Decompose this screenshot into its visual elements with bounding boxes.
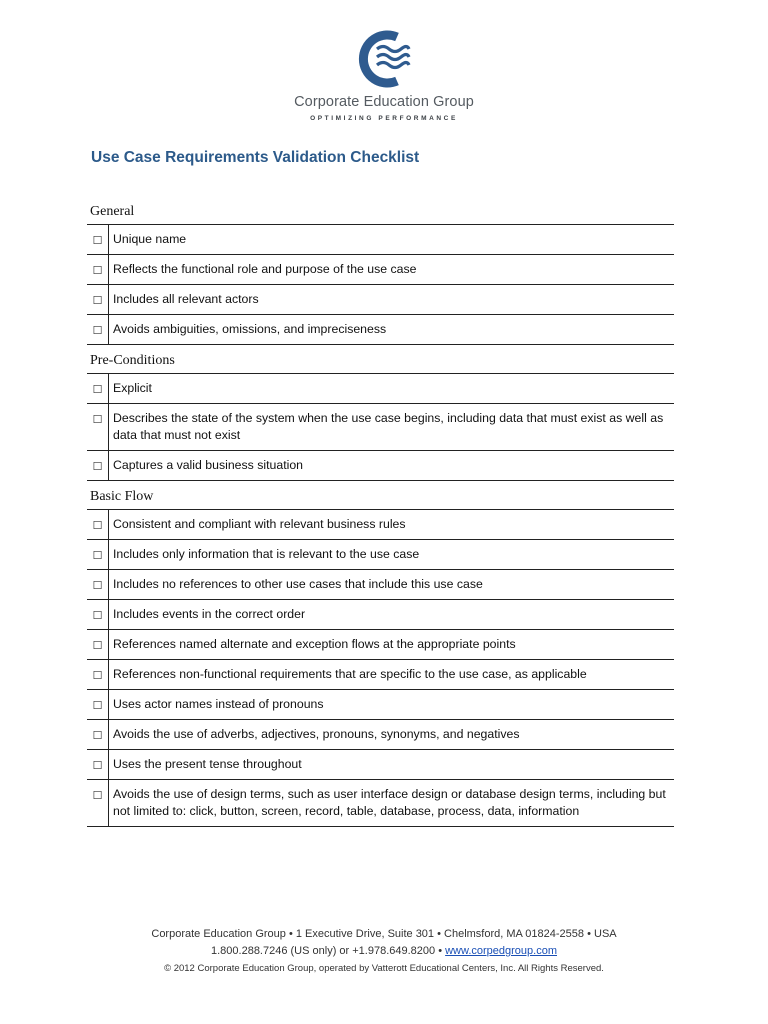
checkbox[interactable]: ☐	[87, 315, 109, 344]
website-link[interactable]: www.corpedgroup.com	[445, 945, 557, 957]
checkbox[interactable]: ☐	[87, 285, 109, 314]
checklist-item-text: Uses actor names instead of pronouns	[113, 697, 324, 711]
checklist-row	[87, 451, 674, 481]
checkbox[interactable]: ☐	[87, 600, 109, 629]
footer-address: Corporate Education Group • 1 Executive Drive, Suite 301 • Chelmsford, MA 01824-2558 • USA	[151, 928, 617, 940]
checklist-row	[87, 510, 674, 540]
checklist-row	[87, 404, 674, 451]
section-heading: Basic Flow	[87, 481, 674, 510]
checklist-item-text: Includes all relevant actors	[113, 292, 259, 306]
checklist-row	[87, 255, 674, 285]
checkbox[interactable]: ☐	[87, 570, 109, 599]
checkbox[interactable]: ☐	[87, 540, 109, 569]
checklist-item-text: References named alternate and exception flows at the appropriate points	[113, 637, 516, 651]
section-heading: General	[87, 196, 674, 225]
checklist-row	[87, 374, 674, 404]
checklist	[87, 196, 674, 827]
header-logo	[0, 28, 768, 122]
checkbox[interactable]: ☐	[87, 750, 109, 779]
ceg-logo-icon	[353, 28, 415, 90]
checklist-item-text: Explicit	[113, 381, 152, 395]
checklist-item-text: Avoids the use of design terms, such as user interface design or database design terms, including but not limited to: click, button, screen, record, table, database, process, data, information	[113, 787, 666, 818]
org-name: Corporate Education Group	[294, 94, 474, 110]
checklist-row	[87, 285, 674, 315]
checklist-row	[87, 780, 674, 827]
checklist-row	[87, 720, 674, 750]
checkbox[interactable]: ☐	[87, 720, 109, 749]
checklist-row	[87, 315, 674, 345]
checklist-item-text: References non-functional requirements that are specific to the use case, as applicable	[113, 667, 587, 681]
checklist-item-text: Reflects the functional role and purpose of the use case	[113, 262, 417, 276]
checkbox[interactable]: ☐	[87, 451, 109, 480]
checklist-item-text: Includes only information that is relevant to the use case	[113, 547, 420, 561]
checkbox[interactable]: ☐	[87, 255, 109, 284]
checklist-row	[87, 750, 674, 780]
checklist-row	[87, 225, 674, 255]
checklist-row	[87, 690, 674, 720]
footer	[0, 928, 768, 974]
checkbox[interactable]: ☐	[87, 780, 109, 826]
checklist-item-text: Captures a valid business situation	[113, 458, 304, 472]
checkbox[interactable]: ☐	[87, 690, 109, 719]
checklist-row	[87, 570, 674, 600]
checklist-item-text: Avoids the use of adverbs, adjectives, pronouns, synonyms, and negatives	[113, 727, 520, 741]
checkbox[interactable]: ☐	[87, 225, 109, 254]
checklist-item-text: Includes events in the correct order	[113, 607, 306, 621]
checklist-item-text: Describes the state of the system when the use case begins, including data that must exist as well as data that must not exist	[113, 411, 664, 442]
checkbox[interactable]: ☐	[87, 630, 109, 659]
footer-copyright: © 2012 Corporate Education Group, operated by Vatterott Educational Centers, Inc. All Rights Reserved.	[164, 963, 604, 974]
checklist-item-text: Includes no references to other use cases that include this use case	[113, 577, 483, 591]
org-tagline: OPTIMIZING PERFORMANCE	[310, 115, 458, 122]
section-heading: Pre-Conditions	[87, 345, 674, 374]
checklist-row	[87, 630, 674, 660]
footer-phone: 1.800.288.7246 (US only) or +1.978.649.8200 •	[211, 945, 446, 957]
checklist-row	[87, 660, 674, 690]
checkbox[interactable]: ☐	[87, 404, 109, 450]
checklist-item-text: Uses the present tense throughout	[113, 757, 302, 771]
checkbox[interactable]: ☐	[87, 510, 109, 539]
checkbox[interactable]: ☐	[87, 660, 109, 689]
checklist-row	[87, 600, 674, 630]
checklist-item-text: Avoids ambiguities, omissions, and impreciseness	[113, 322, 387, 336]
checklist-item-text: Unique name	[113, 232, 187, 246]
footer-contact	[0, 945, 768, 957]
page-title: Use Case Requirements Validation Checklist	[91, 149, 420, 166]
checklist-item-text: Consistent and compliant with relevant business rules	[113, 517, 406, 531]
checkbox[interactable]: ☐	[87, 374, 109, 403]
checklist-row	[87, 540, 674, 570]
